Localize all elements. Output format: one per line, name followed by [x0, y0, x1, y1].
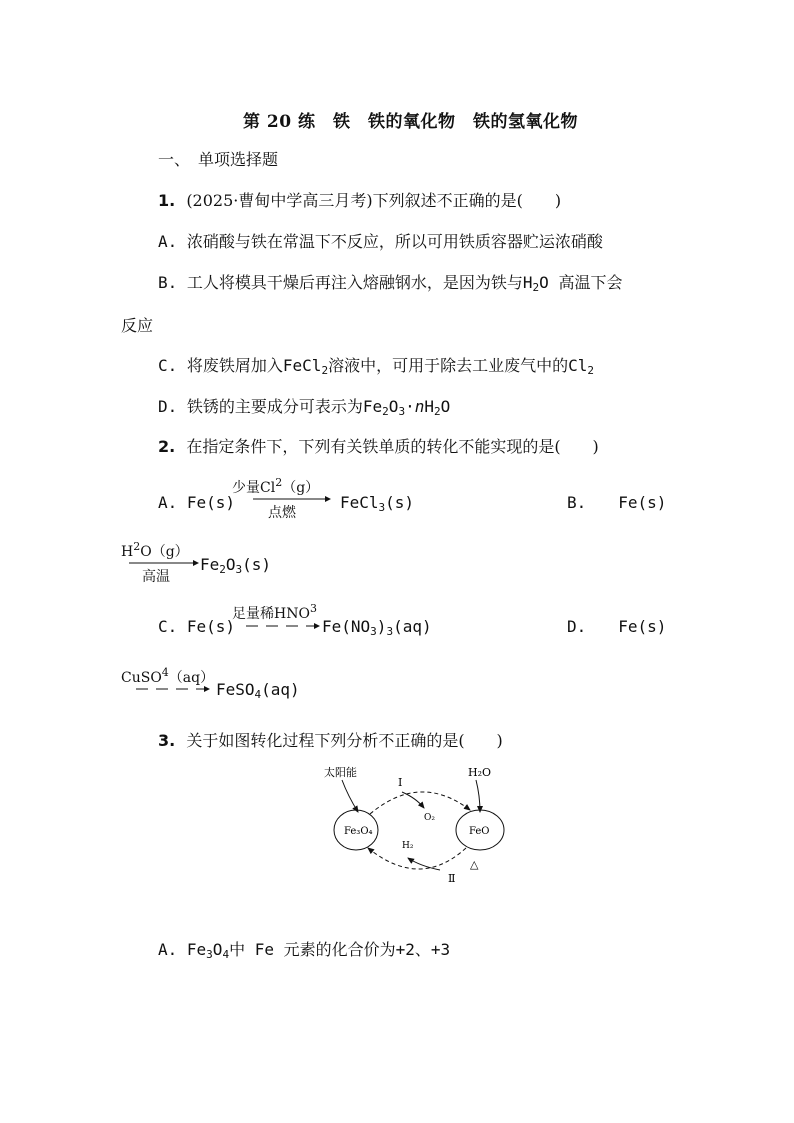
- q2-b-top-text: H: [121, 544, 134, 560]
- q1-d-text-3: ·: [405, 397, 415, 416]
- q2-c-right-text: Fe(NO: [322, 617, 371, 636]
- diagram-node-fe3o4-label: Fe₃O₄: [344, 826, 373, 837]
- q2-d-top-sup: 4: [161, 666, 169, 679]
- page-title: 第 20 练 铁 铁的氧化物 铁的氢氧化物: [243, 112, 578, 132]
- q2-a-top-sup: 2: [275, 476, 283, 489]
- q1-c-sub-1: 2: [321, 364, 329, 377]
- q1-c-sub-2: 2: [587, 364, 594, 377]
- question-1-number: 1.: [158, 191, 176, 210]
- diagram-h2-label: H₂: [402, 841, 414, 851]
- diagram-node-feo-label: FeO: [469, 826, 490, 837]
- q1-d-text-2: O: [388, 397, 399, 416]
- q1-c-text-2: 溶液中，可用于除去工业废气中的Cl: [328, 356, 588, 375]
- q3-a-text-3: 中 Fe 元素的化合价为+2、+3: [229, 940, 451, 959]
- diagram-sun-arrow: [342, 780, 358, 812]
- q2-c-top-sup: 3: [309, 602, 317, 615]
- question-2-option-b-left[interactable]: B. Fe(s): [567, 493, 667, 512]
- diagram-water-arrow: [476, 780, 480, 812]
- q2-b-top-sup: 2: [133, 540, 141, 553]
- q1-b-text-2: O 高温下会: [539, 273, 623, 292]
- question-2-option-a-right: [340, 493, 414, 513]
- question-1-option-b-continued: 反应: [121, 316, 154, 335]
- q2-d-right-text: FeSO: [216, 680, 255, 699]
- q2-c-right-text-3: (aq): [393, 617, 432, 636]
- question-2-option-c-left[interactable]: C. Fe(s): [158, 617, 236, 636]
- q1-d-sub-1: 2: [382, 405, 389, 418]
- q2-c-right-text-2: ): [376, 617, 387, 636]
- q3-a-sub-2: 4: [222, 948, 230, 961]
- q2-a-right-text: FeCl: [340, 493, 379, 512]
- question-3-stem: [158, 731, 503, 751]
- q2-c-right-sub-2: 3: [386, 625, 394, 638]
- q2-a-right-sub: 3: [378, 501, 386, 514]
- q2-d-top-text: CuSO: [121, 670, 162, 686]
- diagram-h2-arrow: [408, 858, 440, 870]
- q1-b-text-1: B. 工人将模具干燥后再注入熔融钢水，是因为铁与H: [158, 273, 533, 292]
- q1-c-text-1: C. 将废铁屑加入FeCl: [158, 356, 322, 375]
- question-2-option-a-condition-bottom: 点燃: [268, 505, 296, 521]
- q1-d-sub-3: 2: [433, 405, 441, 418]
- q1-d-n: n: [414, 397, 425, 416]
- q1-d-text-4: H: [424, 397, 434, 416]
- q2-d-right-sub: 4: [254, 688, 262, 701]
- question-3-diagram: [320, 762, 520, 892]
- question-2-option-d-arrow: [136, 684, 212, 694]
- diagram-o2-label: O₂: [424, 813, 435, 823]
- q2-d-top-text-2: （aq）: [168, 670, 215, 686]
- q2-a-right-text-2: (s): [385, 493, 415, 512]
- diagram-water-label: H₂O: [468, 766, 492, 779]
- q2-d-right-text-2: (aq): [261, 680, 300, 699]
- diagram-heat-label: △: [470, 858, 479, 871]
- question-1-option-d[interactable]: [158, 397, 450, 417]
- diagram-sun-label: 太阳能: [324, 766, 357, 779]
- diagram-o2-arrow: [402, 792, 424, 808]
- q3-a-sub-1: 3: [206, 948, 213, 961]
- q1-d-sub-2: 3: [398, 405, 406, 418]
- q2-a-top-text: 少量Cl: [232, 480, 276, 496]
- question-2-stem: [158, 437, 599, 457]
- q2-a-top-text-2: （g）: [282, 480, 320, 496]
- question-1-stem: [158, 191, 561, 211]
- q2-c-top-text: 足量稀HNO: [232, 606, 310, 622]
- diagram-path-ii: [368, 848, 466, 869]
- question-1-option-a[interactable]: A. 浓硝酸与铁在常温下不反应，所以可用铁质容器贮运浓硝酸: [158, 232, 603, 251]
- q2-b-right-text: Fe: [200, 555, 220, 574]
- q2-b-right-text-2: O: [225, 555, 236, 574]
- question-2-option-a-left[interactable]: A. Fe(s): [158, 493, 236, 512]
- question-2-option-c-arrow: [246, 621, 322, 631]
- question-2-number: 2.: [158, 437, 176, 456]
- question-3-option-a[interactable]: [158, 940, 450, 960]
- question-1-option-b[interactable]: [158, 273, 622, 293]
- question-3-number: 3.: [158, 731, 176, 750]
- diagram-step-i-label: Ⅰ: [398, 776, 403, 789]
- q2-b-right-sub-1: 2: [219, 563, 226, 576]
- q1-d-text-1: D. 铁锈的主要成分可表示为Fe: [158, 397, 383, 416]
- q2-b-right-sub-2: 3: [235, 563, 243, 576]
- q3-a-text-2: O: [212, 940, 223, 959]
- question-2-option-b-right: [200, 555, 271, 575]
- question-2-option-d-left[interactable]: D. Fe(s): [567, 617, 667, 636]
- question-3-text: 关于如图转化过程下列分析不正确的是( ): [186, 731, 503, 750]
- question-2-option-b-condition-bottom: 高温: [142, 569, 170, 585]
- question-2-option-c-right: [322, 617, 432, 637]
- question-1-option-c[interactable]: [158, 356, 594, 376]
- question-2-option-c-condition-top: [232, 603, 317, 623]
- section-heading: 一、 单项选择题: [158, 150, 279, 169]
- question-1-text: (2025·曹甸中学高三月考)下列叙述不正确的是( ): [186, 191, 562, 210]
- q2-c-right-sub: 3: [370, 625, 377, 638]
- diagram-step-ii-label: Ⅱ: [448, 872, 456, 885]
- q3-a-text-1: A. Fe: [158, 940, 207, 959]
- question-2-text: 在指定条件下，下列有关铁单质的转化不能实现的是( ): [186, 437, 599, 456]
- question-2-option-d-right: [216, 680, 300, 700]
- q2-b-top-text-2: O（g）: [140, 544, 189, 560]
- q1-d-text-5: O: [440, 397, 451, 416]
- q1-b-sub: 2: [532, 281, 540, 294]
- q2-b-right-text-3: (s): [242, 555, 272, 574]
